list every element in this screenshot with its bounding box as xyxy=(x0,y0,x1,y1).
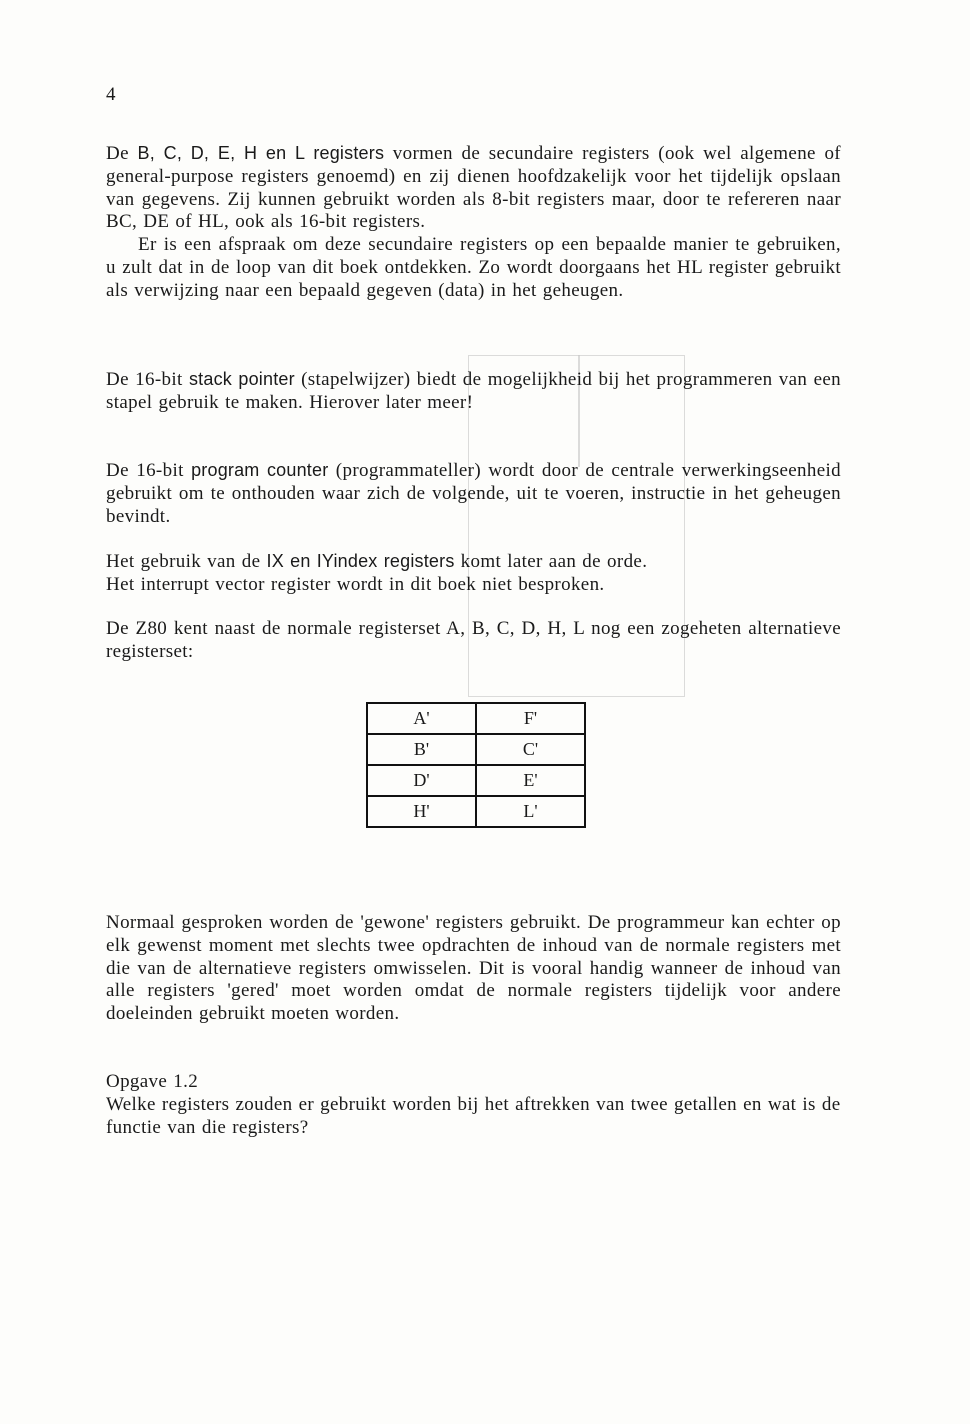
text-run: De xyxy=(106,143,138,164)
table-row xyxy=(367,703,585,734)
text-run: Het interrupt vector register wordt in dit boek niet besproken. xyxy=(106,573,605,595)
table-row xyxy=(367,796,585,827)
alternative-register-table xyxy=(366,702,586,828)
text-run: komt later aan de orde. xyxy=(454,551,648,572)
paragraph-text xyxy=(106,459,841,528)
term-stack-pointer: stack pointer xyxy=(188,369,295,389)
paragraph-index-registers xyxy=(106,550,841,597)
term-registers: B, C, D, E, H en L registers xyxy=(137,143,385,163)
text-run: (ook wel algemene of general-purpose registers genoemd) en zij dienen hoofdzakelijk voor het tijdelijk opslaan van gegevens. Zij kunnen gebruikt worden als 8-bit registers maar, door te refereren naar BC, DE of HL, ook als 16-bit registers. xyxy=(106,143,841,233)
text-run: (programmateller) wordt door de centrale verwerkingseenheid gebruikt om te onthouden waar zich de volgende, uit te voeren, instructie in het geheugen bevindt. xyxy=(106,460,841,527)
paragraph-stack-pointer xyxy=(106,368,841,415)
table-row xyxy=(367,734,585,765)
register-cell: L' xyxy=(476,796,585,827)
text-run: De 16-bit xyxy=(106,460,192,481)
term-program-counter: program counter xyxy=(191,460,329,480)
paragraph-secondary-registers xyxy=(106,142,841,303)
table-row xyxy=(367,765,585,796)
register-cell: H' xyxy=(367,796,476,827)
paragraph-text: De Z80 kent naast de normale registerset A, B, C, D, H, L nog een zogeheten alternatieve registerset: xyxy=(106,618,841,662)
exercise-title: Opgave 1.2 xyxy=(106,1071,199,1092)
exercise-text: Welke registers zouden er gebruikt worden bij het aftrekken van twee getallen en wat is de functie van die registers? xyxy=(106,1093,841,1138)
exercise-block xyxy=(106,1071,841,1139)
text-run: (stapelwijzer) biedt de mogelijkheid bij het programmeren van een stapel gebruik te maken. Hierover later meer! xyxy=(106,369,842,413)
term-index-registers: IX en IYindex registers xyxy=(266,551,455,571)
paragraph-register-swap xyxy=(106,912,841,1026)
register-cell: A' xyxy=(367,703,476,734)
paragraph-text xyxy=(106,368,841,415)
paragraph-alternative-set xyxy=(106,618,841,664)
register-cell: F' xyxy=(476,703,585,734)
paragraph-text: Normaal gesproken worden de 'gewone' registers gebruikt. De programmeur kan echter op elk gewenst moment met slechts twee opdrachten de inhoud van de normale registers met die van de alternatieve registers omwisselen. Dit is vooral handig wanneer de inhoud van alle registers 'gered' moet worden omdat de normale registers tijdelijk voor andere doeleinden gebruikt moeten worden. xyxy=(106,912,841,1025)
text-run: vormen de secundaire registers xyxy=(384,143,650,164)
text-run: Het gebruik van de xyxy=(106,551,267,572)
register-cell: D' xyxy=(367,765,476,796)
register-cell: B' xyxy=(367,734,476,765)
paragraph-text xyxy=(106,550,841,597)
paragraph-indented: Er is een afspraak om deze secundaire registers op een bepaalde manier te gebruiken, u zult dat in de loop van dit boek ontdekken. Zo wordt doorgaans het HL register gebruikt als verwijzing naar een bepaald gegeven (data) in het geheugen. xyxy=(106,234,841,301)
register-cell: C' xyxy=(476,734,585,765)
text-run: De 16-bit xyxy=(106,369,189,390)
page-number: 4 xyxy=(106,84,116,105)
paragraph-text xyxy=(106,142,841,234)
paragraph-program-counter xyxy=(106,459,841,528)
register-cell: E' xyxy=(476,765,585,796)
